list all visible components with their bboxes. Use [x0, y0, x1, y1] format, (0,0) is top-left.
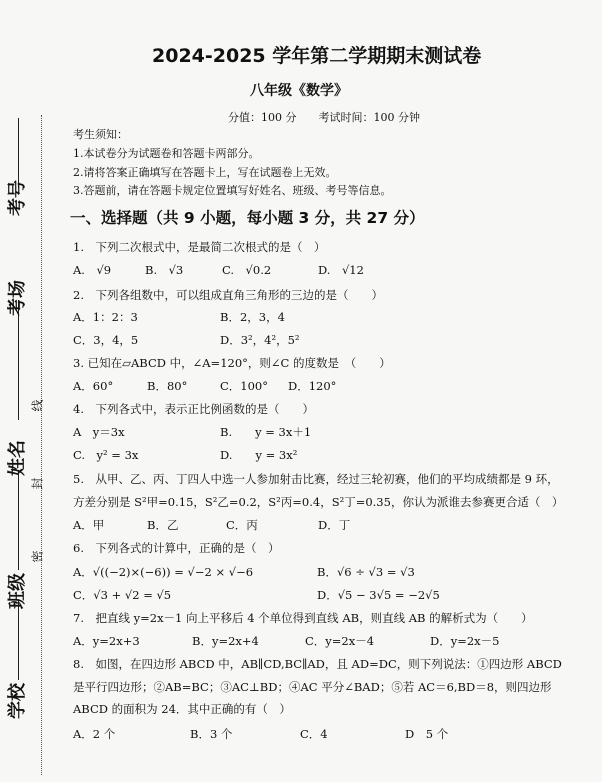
q8-option-b: B．3 个 [190, 727, 233, 741]
q3-option-d: D．120° [288, 379, 337, 393]
q5-line-1: 5. 从甲、乙、丙、丁四人中选一人参加射击比赛，经过三轮初赛，他们的平均成绩都是 9 环， [73, 472, 559, 486]
q6-option-b: B．√6 ÷ √3 = √3 [317, 565, 415, 579]
q1-option-c: C. √0.2 [222, 263, 272, 277]
q2-option-d: D．3²，4²，5² [220, 333, 300, 347]
mi-label: 密 [30, 550, 45, 563]
banji-underline [18, 470, 19, 570]
q2-option-c: C．3，4，5 [73, 333, 139, 347]
notes-item: 1.本试卷分为试题卷和答题卡两部分。 [73, 147, 260, 160]
q8-option-d: D 5 个 [405, 727, 449, 741]
q1-option-a: A. √9 [73, 263, 112, 277]
xian-label: 线 [30, 399, 45, 412]
kaohao-underline [18, 118, 19, 188]
q1-stem: 1. 下列二次根式中，是最简二次根式的是（ ） [73, 240, 326, 254]
q2-option-b: B．2，3，4 [220, 310, 285, 324]
q6-stem: 6. 下列各式的计算中，正确的是（ ） [73, 541, 280, 555]
q3-option-c: C．100° [220, 379, 268, 393]
xuexiao-underline [18, 600, 19, 680]
q4-option-a: A y＝3x [73, 425, 125, 439]
q5-option-c: C．丙 [226, 518, 258, 532]
banji-label: 班级 [7, 573, 28, 609]
q6-option-a: A．√((−2)×(−6)) = √−2 × √−6 [73, 565, 254, 579]
q4-option-c: C. y² = 3x [73, 448, 139, 462]
q8-line-3: ABCD 的面积为 24．其中正确的有（ ） [73, 702, 291, 716]
q3-option-b: B．80° [147, 379, 188, 393]
q5-option-d: D．丁 [318, 518, 351, 532]
q3-option-a: A．60° [73, 379, 114, 393]
binding-dotted-line [41, 115, 42, 775]
kaochang-label: 考场 [7, 280, 28, 316]
q2-option-a: A．1：2：3 [73, 310, 138, 324]
notes-heading: 考生须知： [73, 128, 128, 141]
exam-subtitle: 八年级《数学》 [250, 83, 348, 99]
notes-item: 2.请将答案正确填写在答题卡上，写在试题卷上无效。 [73, 166, 337, 179]
q5-option-a: A．甲 [73, 518, 105, 532]
kaohao-label: 考号 [7, 180, 28, 216]
q7-option-c: C．y=2x－4 [305, 634, 375, 648]
q7-option-b: B．y=2x+4 [192, 634, 259, 648]
q2-stem: 2. 下列各组数中，可以组成直角三角形的三边的是（ ） [73, 288, 383, 302]
q8-line-1: 8. 如图，在四边形 ABCD 中，AB∥CD,BC∥AD，且 AD=DC，则下列说法：①四边形 ABCD [73, 657, 562, 671]
q5-option-b: B．乙 [147, 518, 179, 532]
q1-option-d: D. √12 [318, 263, 364, 277]
q7-option-a: A．y=2x+3 [73, 634, 140, 648]
q1-option-b: B. √3 [145, 263, 184, 277]
q5-line-2: 方差分别是 S²甲=0.15，S²乙=0.2，S²丙=0.4，S²丁=0.35，你认为派谁去参赛更合适（ ） [73, 495, 564, 509]
q7-option-d: D．y=2x－5 [430, 634, 500, 648]
q4-option-d: D. y = 3x² [220, 448, 298, 462]
q6-option-d: D．√5 − 3√5 = −2√5 [317, 588, 440, 602]
q6-option-c: C．√3 + √2 = √5 [73, 588, 172, 602]
q7-stem: 7. 把直线 y=2x－1 向上平移后 4 个单位得到直线 AB，则直线 AB 的解析式为（ ） [73, 611, 533, 625]
xingming-underline [18, 300, 19, 420]
exam-title: 2024-2025 学年第二学期期末测试卷 [152, 45, 482, 67]
q8-option-c: C．4 [300, 727, 328, 741]
q8-line-2: 是平行四边形；②AB=BC；③AC⊥BD；④AC 平分∠BAD；⑤若 AC＝6,BD＝8，则四边形 [73, 680, 552, 694]
notes-item: 3.答题前，请在答题卡规定位置填写好姓名、班级、考号等信息。 [73, 184, 392, 197]
section-title: 一、选择题（共 9 小题，每小题 3 分，共 27 分） [70, 209, 425, 227]
q4-stem: 4. 下列各式中，表示正比例函数的是（ ） [73, 402, 314, 416]
q3-stem: 3. 已知在▱ABCD 中，∠A=120°，则∠C 的度数是 （ ） [73, 356, 391, 370]
q8-option-a: A．2 个 [73, 727, 116, 741]
xuexiao-label: 学校 [7, 683, 28, 719]
q4-option-b: B. y = 3x＋1 [220, 425, 312, 439]
exam-meta: 分值：100 分 考试时间：100 分钟 [228, 111, 420, 124]
xingming-label: 姓名 [7, 440, 28, 476]
feng-label: 封 [30, 477, 45, 490]
